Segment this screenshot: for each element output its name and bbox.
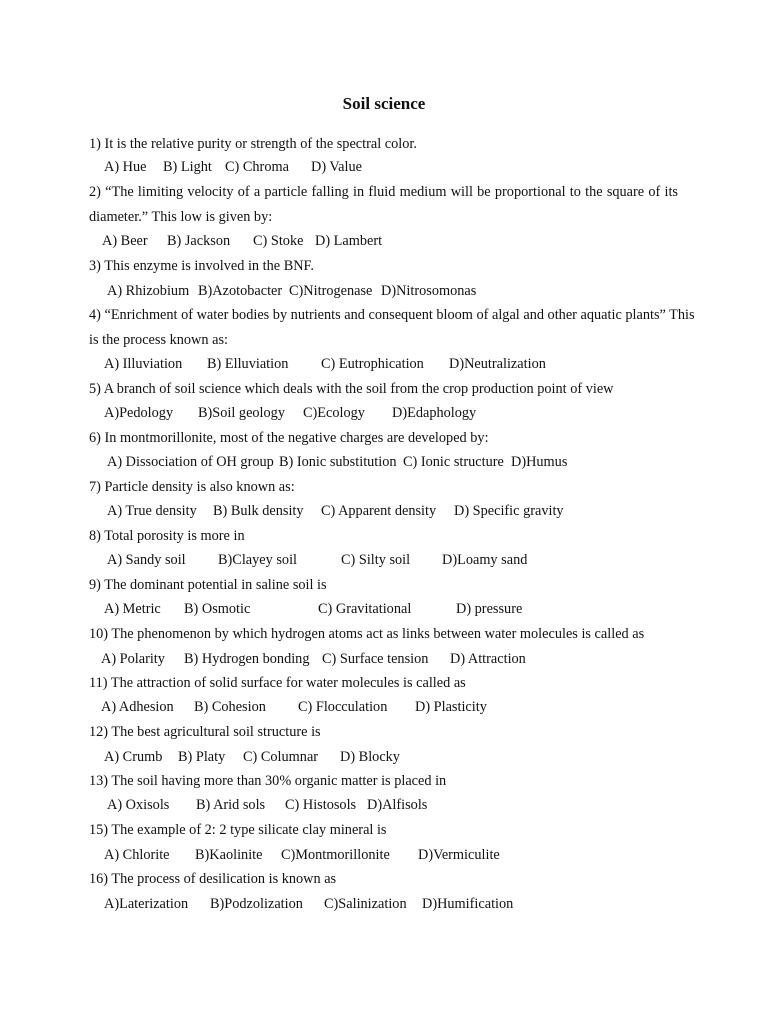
option-b: B) Cohesion bbox=[194, 699, 266, 715]
option-c: C) Silty soil bbox=[341, 552, 411, 568]
option-d: D) Value bbox=[311, 159, 362, 175]
option-c: C) Stoke bbox=[253, 233, 304, 249]
question-10-text: 10) The phenomenon by which hydrogen atoms act as links between water molecules is called as bbox=[89, 626, 645, 642]
option-c: C)Montmorillonite bbox=[281, 847, 390, 863]
option-b: B)Podzolization bbox=[210, 896, 303, 912]
option-a: A) Adhesion bbox=[101, 699, 174, 715]
option-b: B)Kaolinite bbox=[195, 847, 263, 863]
option-d: D) pressure bbox=[456, 601, 523, 617]
option-a: A) Sandy soil bbox=[107, 552, 186, 568]
question-7-text: 7) Particle density is also known as: bbox=[89, 479, 295, 495]
option-a: A) Metric bbox=[104, 601, 161, 617]
option-b: B)Azotobacter bbox=[198, 283, 283, 299]
option-c: C) Flocculation bbox=[298, 699, 388, 715]
option-d: D) Specific gravity bbox=[454, 503, 564, 519]
document-title: Soil science bbox=[342, 94, 426, 113]
option-c: C) Histosols bbox=[285, 797, 357, 813]
option-a: A) Hue bbox=[104, 159, 147, 175]
option-c: C) Chroma bbox=[225, 159, 289, 175]
option-d: D) Lambert bbox=[315, 233, 383, 249]
option-d: D) Plasticity bbox=[415, 699, 487, 715]
option-b: B) Arid sols bbox=[196, 797, 266, 813]
option-d: D)Humification bbox=[422, 896, 514, 912]
option-d: D)Nitrosomonas bbox=[381, 283, 477, 299]
option-b: B) Light bbox=[163, 159, 212, 175]
option-a: A) Polarity bbox=[101, 651, 165, 667]
option-c: C) Columnar bbox=[243, 749, 319, 765]
option-d: D)Edaphology bbox=[392, 405, 477, 421]
option-b: B) Osmotic bbox=[184, 601, 251, 617]
question-13-text: 13) The soil having more than 30% organic matter is placed in bbox=[89, 773, 447, 789]
question-3-text: 3) This enzyme is involved in the BNF. bbox=[89, 258, 314, 274]
option-c: C) Surface tension bbox=[322, 651, 429, 667]
option-a: A) Crumb bbox=[104, 749, 163, 765]
option-c: C) Ionic structure bbox=[403, 454, 504, 470]
option-b: B) Platy bbox=[178, 749, 226, 765]
option-b: B)Clayey soil bbox=[218, 552, 298, 568]
option-a: A) Chlorite bbox=[104, 847, 170, 863]
option-b: B) Hydrogen bonding bbox=[184, 651, 310, 667]
option-a: A) Beer bbox=[102, 233, 148, 249]
option-a: A) True density bbox=[107, 503, 197, 519]
option-c: C) Gravitational bbox=[318, 601, 412, 617]
option-c: C)Salinization bbox=[324, 896, 407, 912]
option-a: A)Pedology bbox=[104, 405, 174, 421]
option-a: A) Rhizobium bbox=[107, 283, 190, 299]
question-12-text: 12) The best agricultural soil structure is bbox=[89, 724, 321, 740]
question-6-text: 6) In montmorillonite, most of the negative charges are developed by: bbox=[89, 430, 489, 446]
option-a: A) Oxisols bbox=[107, 797, 170, 813]
question-4-text-line-1: 4) “Enrichment of water bodies by nutrients and consequent bloom of algal and other aquatic plants” This bbox=[89, 307, 695, 323]
option-b: B) Elluviation bbox=[207, 356, 289, 372]
question-2-text-line-2: diameter.” This low is given by: bbox=[89, 209, 273, 225]
option-d: D)Loamy sand bbox=[442, 552, 528, 568]
option-d: D)Vermiculite bbox=[418, 847, 500, 863]
question-1-text: 1) It is the relative purity or strength of the spectral color. bbox=[89, 136, 417, 152]
question-5-text: 5) A branch of soil science which deals with the soil from the crop production point of view bbox=[89, 381, 614, 397]
option-d: D)Neutralization bbox=[449, 356, 546, 372]
question-8-text: 8) Total porosity is more in bbox=[89, 528, 245, 544]
option-d: D) Attraction bbox=[450, 651, 526, 667]
option-c: C) Apparent density bbox=[321, 503, 437, 519]
option-d: D) Blocky bbox=[340, 749, 400, 765]
option-c: C)Nitrogenase bbox=[289, 283, 373, 299]
option-a: A) Illuviation bbox=[104, 356, 183, 372]
question-16-text: 16) The process of desilication is known as bbox=[89, 871, 337, 887]
option-d: D)Humus bbox=[511, 454, 568, 470]
question-9-text: 9) The dominant potential in saline soil is bbox=[89, 577, 327, 593]
option-d: D)Alfisols bbox=[367, 797, 428, 813]
option-b: B) Ionic substitution bbox=[279, 454, 397, 470]
question-2-text-line-1: 2) “The limiting velocity of a particle falling in fluid medium will be proportional to the square of its bbox=[89, 184, 678, 200]
option-b: B) Jackson bbox=[167, 233, 231, 249]
option-a: A) Dissociation of OH group bbox=[107, 454, 274, 470]
question-4-text-line-2: is the process known as: bbox=[89, 332, 228, 348]
question-15-text: 15) The example of 2: 2 type silicate clay mineral is bbox=[89, 822, 387, 838]
option-b: B) Bulk density bbox=[213, 503, 304, 519]
option-c: C)Ecology bbox=[303, 405, 365, 421]
option-b: B)Soil geology bbox=[198, 405, 285, 421]
option-c: C) Eutrophication bbox=[321, 356, 424, 372]
option-a: A)Laterization bbox=[104, 896, 189, 912]
question-11-text: 11) The attraction of solid surface for water molecules is called as bbox=[89, 675, 466, 691]
